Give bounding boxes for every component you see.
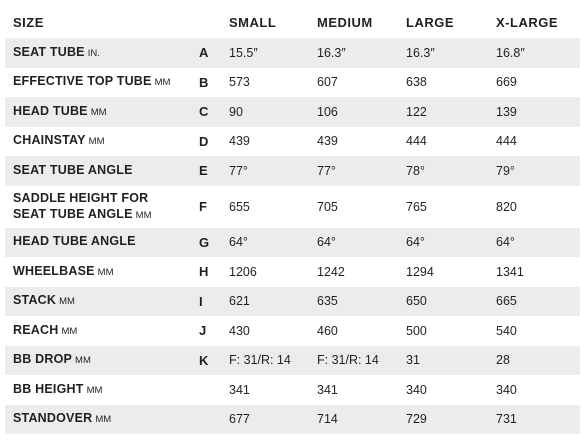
table-row <box>5 228 580 258</box>
row-label-text: SEAT TUBE ANGLE <box>13 162 133 177</box>
value-large: 1294 <box>406 264 434 279</box>
value-medium: F: 31/R: 14 <box>317 353 379 368</box>
row-letter: A <box>199 45 209 61</box>
value-medium: 341 <box>317 382 338 397</box>
value-xlarge: 444 <box>496 134 517 149</box>
row-label <box>5 68 199 98</box>
row-label-text: SADDLE HEIGHT FOR <box>13 190 149 205</box>
table-row <box>5 405 580 435</box>
row-label <box>5 127 199 157</box>
row-label <box>5 346 199 376</box>
row-unit: MM <box>59 296 75 308</box>
value-medium: 106 <box>317 104 338 119</box>
row-label-text: HEAD TUBE ANGLE <box>13 234 136 249</box>
value-large: 31 <box>406 353 420 368</box>
value-xlarge: 665 <box>496 294 517 309</box>
value-large: 638 <box>406 75 427 90</box>
value-large: 340 <box>406 382 427 397</box>
value-large: 729 <box>406 412 427 427</box>
value-xlarge: 139 <box>496 104 517 119</box>
row-label <box>5 257 199 287</box>
value-small: 1206 <box>229 264 257 279</box>
row-label-text: HEAD TUBE <box>13 103 88 118</box>
row-label <box>5 228 199 258</box>
value-large: 444 <box>406 134 427 149</box>
value-large: 122 <box>406 104 427 119</box>
row-label <box>5 316 199 346</box>
row-label-text: BB HEIGHT <box>13 381 84 396</box>
value-xlarge: 669 <box>496 75 517 90</box>
value-small: F: 31/R: 14 <box>229 353 291 368</box>
value-xlarge: 16.8″ <box>496 45 525 60</box>
value-medium: 460 <box>317 323 338 338</box>
value-medium: 714 <box>317 412 338 427</box>
row-letter <box>199 375 229 405</box>
value-medium: 439 <box>317 134 338 149</box>
row-label <box>5 186 199 228</box>
header-size: SIZE <box>13 14 44 30</box>
row-label <box>5 38 199 68</box>
value-small: 15.5″ <box>229 45 258 60</box>
row-unit: MM <box>97 266 114 278</box>
value-large: 64° <box>406 235 425 250</box>
value-xlarge: 540 <box>496 323 517 338</box>
table-row <box>5 346 580 376</box>
row-letter: I <box>199 293 203 309</box>
row-label <box>5 405 199 435</box>
header-small: SMALL <box>229 14 277 30</box>
table-row <box>5 127 580 157</box>
row-label-text: BB DROP <box>13 352 73 367</box>
value-small: 430 <box>229 323 250 338</box>
value-small: 77° <box>229 163 248 178</box>
value-medium: 635 <box>317 294 338 309</box>
value-xlarge: 731 <box>496 412 517 427</box>
row-label-text: EFFECTIVE TOP TUBE <box>13 74 152 89</box>
value-large: 78° <box>406 163 425 178</box>
value-medium: 607 <box>317 75 338 90</box>
value-medium: 77° <box>317 163 336 178</box>
table-row <box>5 186 580 228</box>
value-large: 16.3″ <box>406 45 435 60</box>
header-medium: MEDIUM <box>317 14 373 30</box>
row-letter: E <box>199 163 208 179</box>
value-small: 439 <box>229 134 250 149</box>
value-large: 500 <box>406 323 427 338</box>
row-unit: MM <box>90 106 107 118</box>
row-letter: F <box>199 199 207 214</box>
row-letter: C <box>199 104 209 120</box>
header-letter <box>199 6 229 38</box>
row-letter <box>199 405 229 435</box>
value-small: 573 <box>229 75 250 90</box>
row-unit: MM <box>95 414 112 426</box>
row-letter: B <box>199 74 209 90</box>
row-label-text: SEAT TUBE <box>13 44 85 59</box>
header-large: LARGE <box>406 14 454 30</box>
value-small: 64° <box>229 235 248 250</box>
row-unit: MM <box>154 77 171 89</box>
row-unit: MM <box>86 384 103 396</box>
table-row <box>5 287 580 317</box>
table-row <box>5 38 580 68</box>
table-row <box>5 68 580 98</box>
value-xlarge: 340 <box>496 382 517 397</box>
row-label <box>5 287 199 317</box>
header-row <box>5 6 580 38</box>
row-label-text: STANDOVER <box>13 411 93 426</box>
row-label <box>5 156 199 186</box>
header-xlarge: X-LARGE <box>496 14 558 30</box>
row-label-text: REACH <box>13 322 59 337</box>
value-small: 341 <box>229 382 250 397</box>
value-xlarge: 79° <box>496 163 515 178</box>
value-medium: 1242 <box>317 264 345 279</box>
row-letter: D <box>199 133 209 149</box>
row-label <box>5 375 199 405</box>
row-letter: H <box>199 264 209 280</box>
value-xlarge: 64° <box>496 235 515 250</box>
row-label-text-line2: SEAT TUBE ANGLE <box>13 206 133 221</box>
row-unit: IN. <box>87 47 100 59</box>
row-letter: J <box>199 323 207 339</box>
value-medium: 705 <box>317 199 338 214</box>
row-label-text: WHEELBASE <box>13 263 95 278</box>
value-small: 90 <box>229 104 243 119</box>
value-medium: 16.3″ <box>317 45 346 60</box>
value-xlarge: 1341 <box>496 264 524 279</box>
table-row <box>5 156 580 186</box>
value-medium: 64° <box>317 235 336 250</box>
row-unit: MM <box>88 136 105 148</box>
geometry-table <box>5 6 580 434</box>
value-large: 650 <box>406 294 427 309</box>
table-row <box>5 97 580 127</box>
row-letter: G <box>199 234 210 250</box>
value-xlarge: 28 <box>496 353 510 368</box>
value-xlarge: 820 <box>496 199 517 214</box>
row-label-text: CHAINSTAY <box>13 133 86 148</box>
row-unit: MM <box>75 355 91 367</box>
row-label <box>5 97 199 127</box>
row-label-text: STACK <box>13 293 57 308</box>
row-unit: MM <box>135 209 152 221</box>
value-small: 655 <box>229 199 250 214</box>
table-row <box>5 375 580 405</box>
value-small: 677 <box>229 412 250 427</box>
table-row <box>5 316 580 346</box>
table-row <box>5 257 580 287</box>
row-unit: MM <box>61 325 78 337</box>
value-small: 621 <box>229 294 250 309</box>
row-letter: K <box>199 352 209 368</box>
value-large: 765 <box>406 199 427 214</box>
